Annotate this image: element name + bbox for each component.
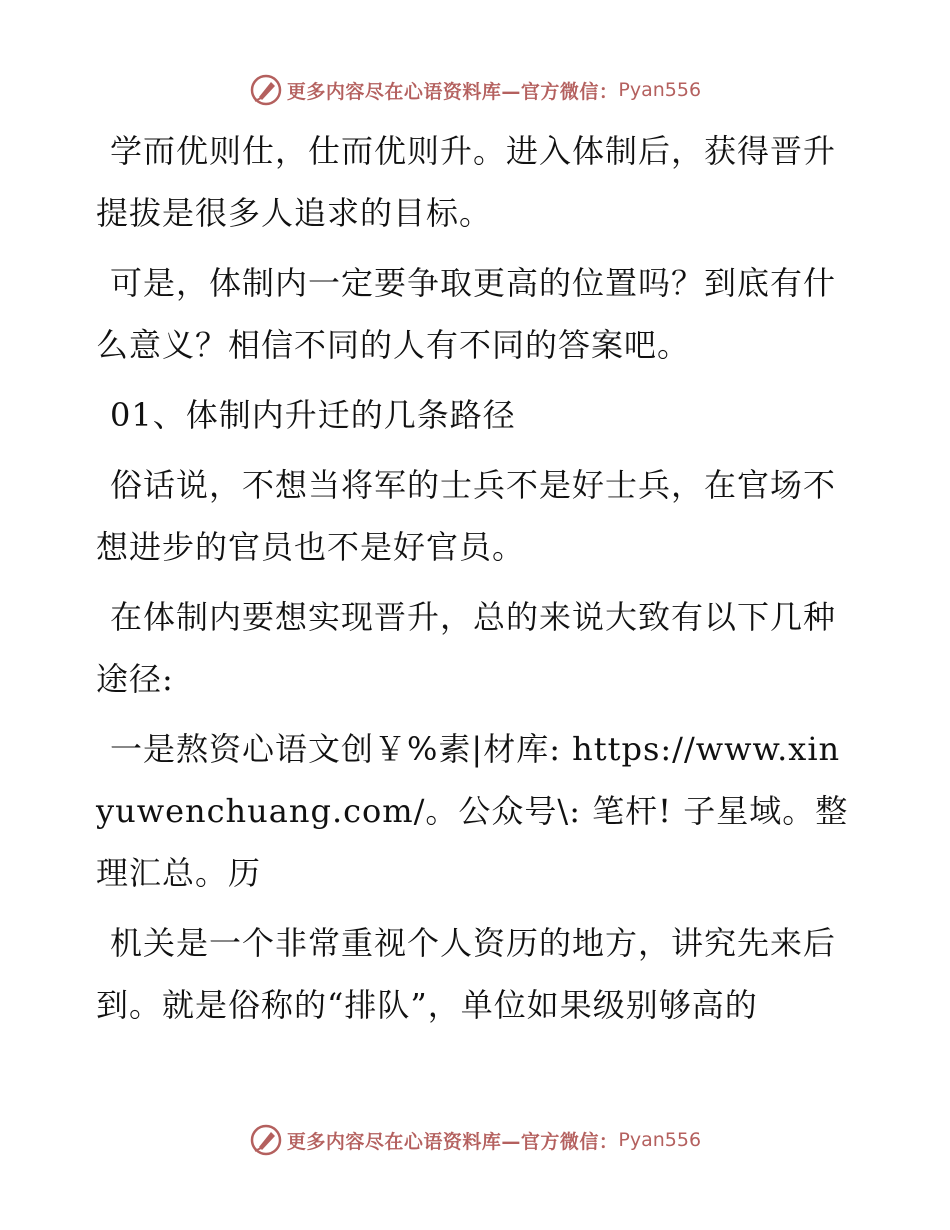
banner-wechat-id: Pyan556 [618, 79, 702, 101]
pen-nib-logo-icon [249, 73, 283, 107]
paragraph: 学而优则仕，仕而优则升。进入体制后，获得晋升提拔是很多人追求的目标。 [96, 132, 837, 232]
document-body [96, 120, 856, 1044]
paragraph: 在体制内要想实现晋升，总的来说大致有以下几种途径: [96, 598, 837, 698]
paragraph: 一是熬资心语文创￥%素|材库: https://www.xinyuwenchuang.com/。公众号\: 笔杆! 子星域。整理汇总。历 [96, 730, 849, 892]
section-heading: 01、体制内升迁的几条路径 [110, 396, 516, 434]
pen-nib-logo-icon [249, 1123, 283, 1157]
paragraph: 俗话说，不想当将军的士兵不是好士兵，在官场不想进步的官员也不是好官员。 [96, 466, 837, 566]
footer-banner [0, 1120, 950, 1160]
paragraph: 机关是一个非常重视个人资历的地方，讲究先来后到。就是俗称的“排队”，单位如果级别够高的 [96, 924, 837, 1024]
banner-text: 更多内容尽在心语资料库—官方微信： [286, 1130, 619, 1153]
paragraph: 可是，体制内一定要争取更高的位置吗？到底有什么意义？相信不同的人有不同的答案吧。 [96, 264, 837, 364]
header-banner [0, 70, 950, 110]
banner-wechat-id: Pyan556 [618, 1129, 702, 1151]
banner-text: 更多内容尽在心语资料库—官方微信： [286, 80, 619, 103]
